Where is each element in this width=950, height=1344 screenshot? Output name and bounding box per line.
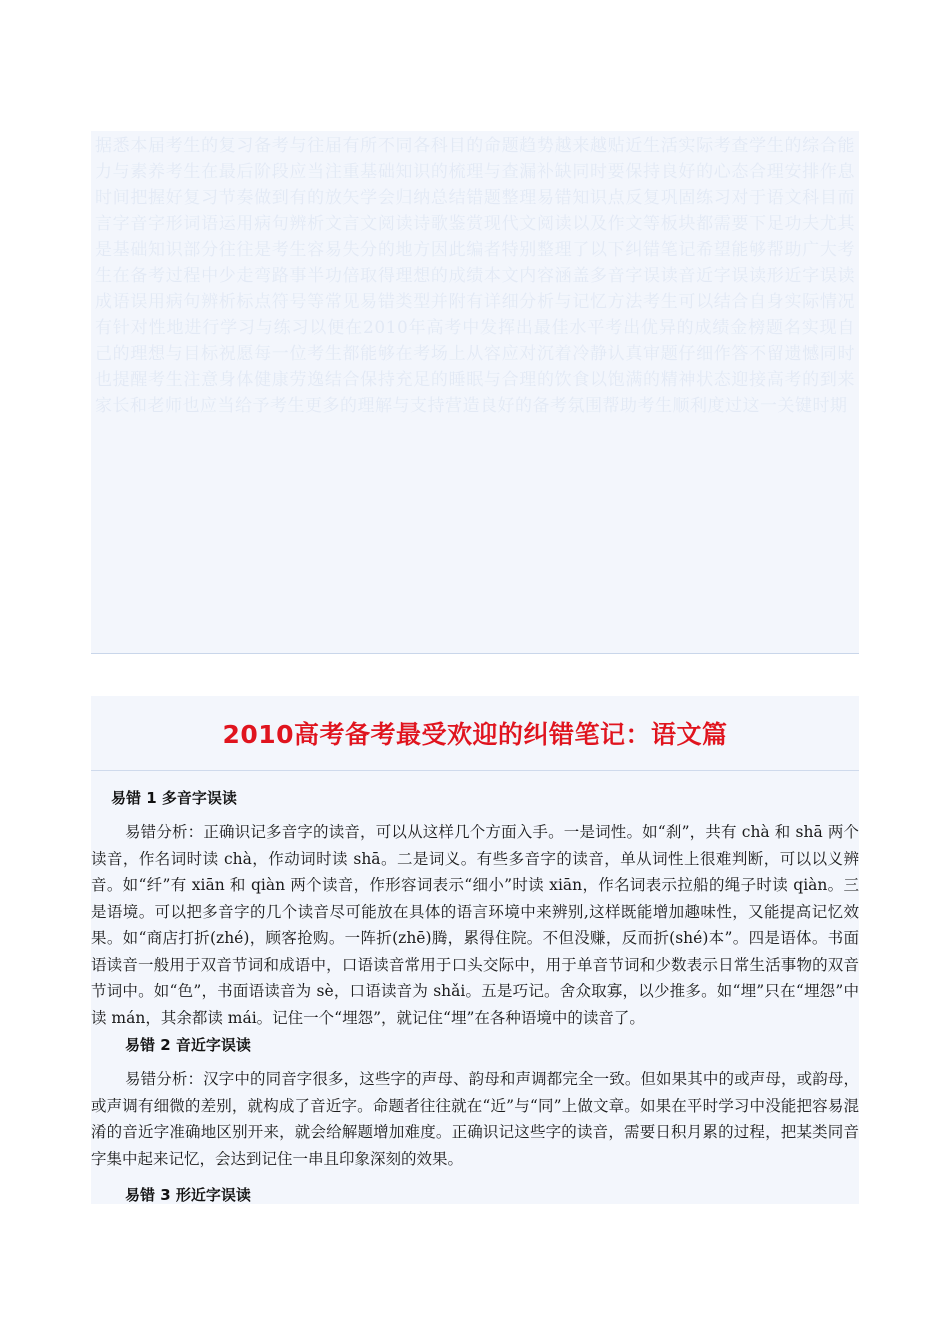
- blurred-header-block: [91, 131, 859, 654]
- article-panel: [91, 696, 859, 1204]
- section-heading-1: 易错 1 多音字误读: [111, 789, 237, 807]
- article-title: 2010高考备考最受欢迎的纠错笔记：语文篇: [222, 720, 728, 749]
- blurred-watermark-text: 据悉本届考生的复习备考与往届有所不同各科目的命题趋势越来越贴近生活实际考查学生的综合能力与素养考生在最后阶段应当注重基础知识的梳理与查漏补缺同时要保持良好的心态合理安排作息时间把握好复习节奏做到有的放矢学会归纳总结错题整理易错知识点反复巩固练习对于语文科目而言字音字形词语运用病句辨析文言文阅读诗歌鉴赏现代文阅读以及作文等板块都需要下足功夫尤其是基础知识部分往往是考生容易失分的地方因此编者特别整理了以下纠错笔记希望能够帮助广大考生在备考过程中少走弯路事半功倍取得理想的成绩本文内容涵盖多音字误读音近字误读形近字误读成语误用病句辨析标点符号等常见易错类型并附有详细分析与记忆方法考生可以结合自身实际情况有针对性地进行学习与练习以便在2010年高考中发挥出最佳水平考出优异的成绩金榜题名实现自己的理想与目标祝愿每一位考生都能够在考场上从容应对沉着冷静认真审题仔细作答不留遗憾同时也提醒考生注意身体健康劳逸结合保持充足的睡眠与合理的饮食以饱满的精神状态迎接高考的到来家长和老师也应当给予考生更多的理解与支持营造良好的备考氛围帮助考生顺利度过这一关键时期: [95, 136, 855, 416]
- title-bar: [91, 696, 859, 771]
- section-body-1: 易错分析：正确识记多音字的读音，可以从这样几个方面入手。一是词性。如“刹”，共有 chà 和 shā 两个读音，作名词时读 chà，作动词时读 shā。二是词义。有些多音字的读音，单从词性上很难判断，可以以义辨音。如“纤”有 xiān 和 qiàn 两个读音，作形容词表示“细小”时读 xiān，作名词表示拉船的绳子时读 qiàn。三是语境。可以把多音字的几个读音尽可能放在具体的语言环境中来辨别,这样既能增加趣味性，又能提高记忆效果。如“商店打折(zhé)，顾客抢购。一阵折(zhē)腾，累得住院。不但没赚，反而折(shé)本”。四是语体。书面语读音一般用于双音节词和成语中，口语读音常用于口头交际中，用于单音节词和少数表示日常生活事物的双音节词中。如“色”，书面语读音为 sè，口语读音为 shǎi。五是巧记。舍众取寡，以少推多。如“埋”只在“埋怨”中读 mán，其余都读 mái。记住一个“埋怨”，就记住“埋”在各种语境中的读音了。: [91, 823, 859, 1027]
- section-body-2: 易错分析：汉字中的同音字很多，这些字的声母、韵母和声调都完全一致。但如果其中的或声母，或韵母，或声调有细微的差别，就构成了音近字。命题者往往就在“近”与“同”上做文章。如果在平时学习中没能把容易混淆的音近字准确地区别开来，就会给解题增加难度。正确识记这些字的读音，需要日积月累的过程，把某类同音字集中起来记忆，会达到记住一串且印象深刻的效果。: [91, 1070, 859, 1168]
- section-heading-3: 易错 3 形近字误读: [125, 1186, 251, 1204]
- section-heading-2: 易错 2 音近字误读: [125, 1036, 251, 1054]
